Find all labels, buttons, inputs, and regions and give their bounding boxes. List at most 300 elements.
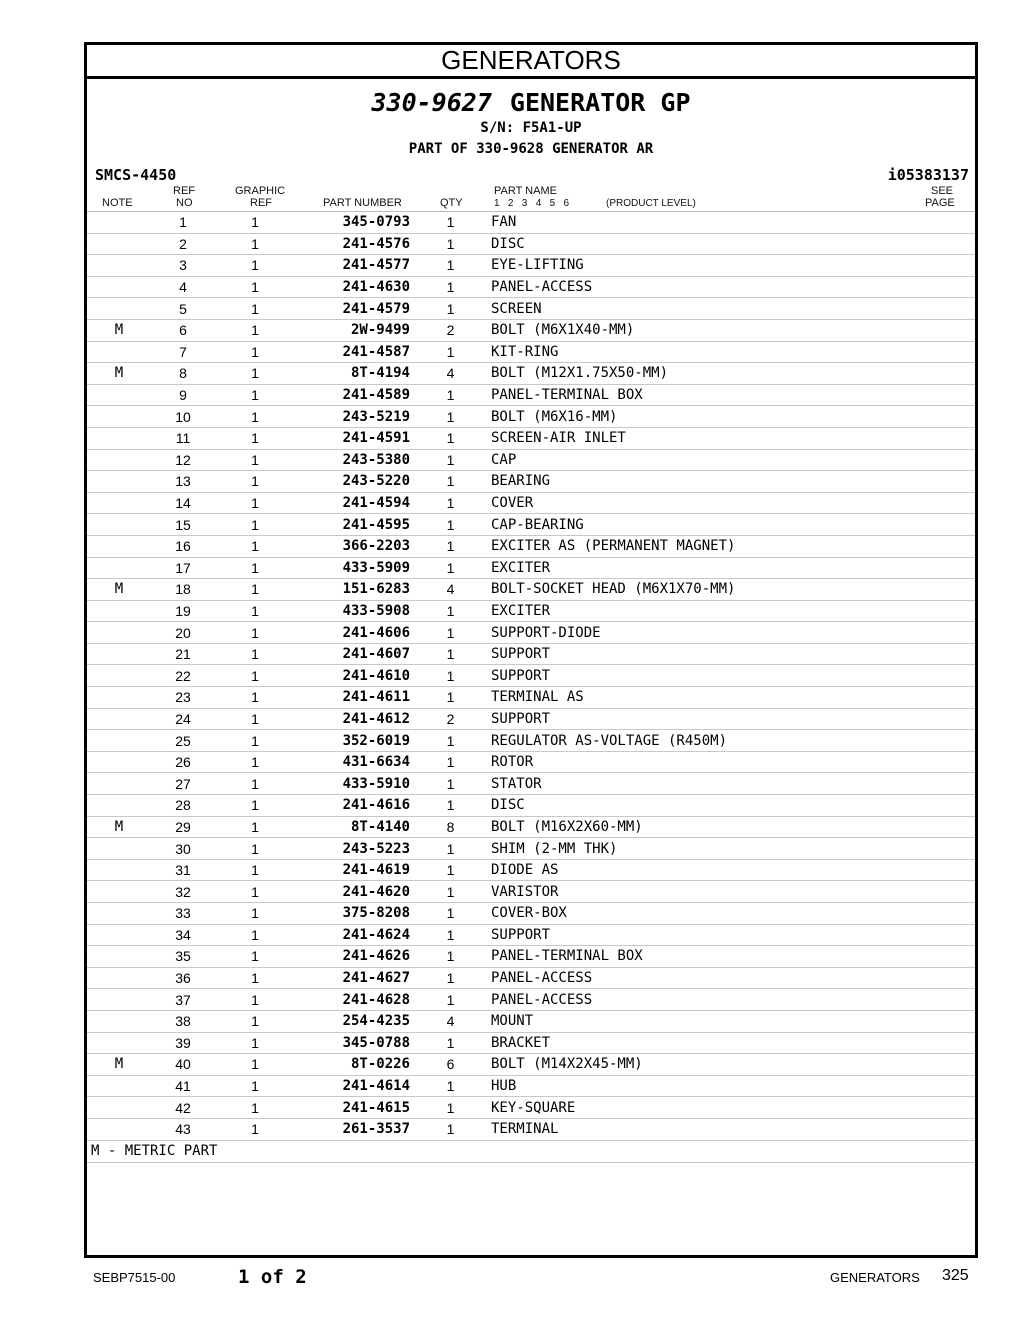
note-cell	[87, 967, 151, 989]
qty-cell: 1	[410, 1032, 491, 1054]
graphic-ref-cell: 1	[215, 212, 295, 233]
graphic-ref-cell: 1	[215, 233, 295, 255]
note-cell	[87, 643, 151, 665]
qty-cell: 1	[410, 730, 491, 752]
table-row	[87, 600, 975, 622]
table-row	[87, 1054, 975, 1076]
table-row	[87, 665, 975, 687]
ref-cell: 41	[151, 1075, 215, 1097]
ref-cell: 37	[151, 989, 215, 1011]
note-cell	[87, 665, 151, 687]
qty-cell: 1	[410, 687, 491, 709]
note-cell	[87, 514, 151, 536]
table-row	[87, 967, 975, 989]
qty-cell: 4	[410, 1010, 491, 1032]
ref-cell: 5	[151, 298, 215, 320]
part-number-cell: 352-6019	[295, 730, 410, 752]
graphic-ref-cell: 1	[215, 838, 295, 860]
part-number-cell: 241-4591	[295, 427, 410, 449]
qty-cell: 1	[410, 535, 491, 557]
graphic-ref-cell: 1	[215, 449, 295, 471]
qty-cell: 1	[410, 298, 491, 320]
qty-cell: 1	[410, 967, 491, 989]
note-cell	[87, 406, 151, 428]
ref-cell: 43	[151, 1118, 215, 1140]
part-name-cell: TERMINAL AS	[491, 687, 975, 709]
part-name-cell: TERMINAL	[491, 1118, 975, 1140]
part-of: PART OF 330-9628 GENERATOR AR	[408, 141, 654, 157]
metric-footnote: M - METRIC PART	[87, 1141, 975, 1163]
ref-cell: 8	[151, 363, 215, 385]
graphic-ref-cell: 1	[215, 1010, 295, 1032]
graphic-ref-cell: 1	[215, 341, 295, 363]
table-row	[87, 406, 975, 428]
note-cell	[87, 255, 151, 277]
note-cell	[87, 449, 151, 471]
graphic-ref-cell: 1	[215, 708, 295, 730]
ref-cell: 24	[151, 708, 215, 730]
ref-cell: 27	[151, 773, 215, 795]
note-cell: M	[87, 319, 151, 341]
note-cell	[87, 687, 151, 709]
note-cell: M	[87, 579, 151, 601]
note-cell	[87, 276, 151, 298]
note-cell	[87, 881, 151, 903]
note-cell	[87, 492, 151, 514]
part-number-cell: 241-4576	[295, 233, 410, 255]
note-cell	[87, 773, 151, 795]
page-of: 1 of 2	[238, 1266, 307, 1288]
graphic-ref-cell: 1	[215, 622, 295, 644]
part-name-cell: SCREEN-AIR INLET	[491, 427, 975, 449]
table-row	[87, 924, 975, 946]
graphic-ref-cell: 1	[215, 319, 295, 341]
part-number-cell: 345-0788	[295, 1032, 410, 1054]
smcs-code: SMCS-4450	[95, 166, 177, 184]
ref-cell: 22	[151, 665, 215, 687]
ref-cell: 36	[151, 967, 215, 989]
table-row	[87, 1097, 975, 1119]
part-name-cell: BOLT-SOCKET HEAD (M6X1X70-MM)	[491, 579, 975, 601]
group-title	[87, 89, 975, 117]
graphic-ref-cell: 1	[215, 492, 295, 514]
part-number-cell: 241-4620	[295, 881, 410, 903]
qty-cell: 1	[410, 492, 491, 514]
qty-cell: 1	[410, 1075, 491, 1097]
ref-cell: 31	[151, 859, 215, 881]
part-name-cell: REGULATOR AS-VOLTAGE (R450M)	[491, 730, 975, 752]
part-name-cell: CAP	[491, 449, 975, 471]
ref-cell: 15	[151, 514, 215, 536]
graphic-ref-cell: 1	[215, 255, 295, 277]
part-name-cell: SHIM (2-MM THK)	[491, 838, 975, 860]
part-number-cell: 151-6283	[295, 579, 410, 601]
graphic-ref-cell: 1	[215, 1075, 295, 1097]
ref-cell: 34	[151, 924, 215, 946]
doc-id: SEBP7515-00	[93, 1270, 176, 1285]
note-cell	[87, 212, 151, 233]
graphic-ref-cell: 1	[215, 600, 295, 622]
graphic-ref-cell: 1	[215, 643, 295, 665]
note-cell	[87, 903, 151, 925]
col-ref-top: REF	[173, 185, 195, 197]
part-name-cell: SUPPORT	[491, 643, 975, 665]
ref-cell: 38	[151, 1010, 215, 1032]
graphic-ref-cell: 1	[215, 924, 295, 946]
table-row	[87, 319, 975, 341]
part-number-cell: 241-4579	[295, 298, 410, 320]
ref-cell: 35	[151, 946, 215, 968]
part-number-cell: 375-8208	[295, 903, 410, 925]
part-name-cell: BOLT (M6X1X40-MM)	[491, 319, 975, 341]
part-name-cell: EXCITER AS (PERMANENT MAGNET)	[491, 535, 975, 557]
part-number-cell: 241-4627	[295, 967, 410, 989]
graphic-ref-cell: 1	[215, 1118, 295, 1140]
note-cell	[87, 1097, 151, 1119]
graphic-ref-cell: 1	[215, 946, 295, 968]
note-cell	[87, 795, 151, 817]
part-number-cell: 241-4606	[295, 622, 410, 644]
qty-cell: 2	[410, 319, 491, 341]
qty-cell: 1	[410, 1118, 491, 1140]
graphic-ref-cell: 1	[215, 298, 295, 320]
graphic-ref-cell: 1	[215, 903, 295, 925]
note-cell	[87, 989, 151, 1011]
part-number-cell: 243-5219	[295, 406, 410, 428]
footer-section: GENERATORS	[830, 1270, 920, 1285]
note-cell	[87, 1032, 151, 1054]
qty-cell: 1	[410, 903, 491, 925]
table-row	[87, 730, 975, 752]
part-name-cell: DISC	[491, 233, 975, 255]
part-name-cell: SUPPORT	[491, 924, 975, 946]
part-name-cell: KIT-RING	[491, 341, 975, 363]
note-cell	[87, 298, 151, 320]
note-cell	[87, 859, 151, 881]
part-name-cell: VARISTOR	[491, 881, 975, 903]
part-number-cell: 254-4235	[295, 1010, 410, 1032]
group-title-block	[87, 89, 975, 158]
part-name-cell: BOLT (M16X2X60-MM)	[491, 816, 975, 838]
col-part-number: PART NUMBER	[323, 197, 402, 209]
qty-cell: 1	[410, 557, 491, 579]
note-cell	[87, 708, 151, 730]
qty-cell: 2	[410, 708, 491, 730]
part-name-cell: FAN	[491, 212, 975, 233]
table-row	[87, 579, 975, 601]
note-cell	[87, 341, 151, 363]
ref-cell: 13	[151, 471, 215, 493]
col-product-level: (PRODUCT LEVEL)	[606, 198, 696, 209]
note-cell	[87, 622, 151, 644]
ref-cell: 21	[151, 643, 215, 665]
table-row	[87, 492, 975, 514]
ref-cell: 23	[151, 687, 215, 709]
table-row	[87, 471, 975, 493]
qty-cell: 4	[410, 579, 491, 601]
ref-cell: 12	[151, 449, 215, 471]
qty-cell: 1	[410, 946, 491, 968]
qty-cell: 1	[410, 341, 491, 363]
table-row	[87, 946, 975, 968]
id-row	[87, 166, 975, 186]
part-number-cell: 433-5910	[295, 773, 410, 795]
part-number-cell: 243-5380	[295, 449, 410, 471]
part-name-cell: ROTOR	[491, 751, 975, 773]
part-number-cell: 241-4607	[295, 643, 410, 665]
qty-cell: 1	[410, 276, 491, 298]
qty-cell: 1	[410, 622, 491, 644]
ref-cell: 3	[151, 255, 215, 277]
part-name-cell: BRACKET	[491, 1032, 975, 1054]
part-name-cell: SCREEN	[491, 298, 975, 320]
qty-cell: 1	[410, 924, 491, 946]
note-cell: M	[87, 363, 151, 385]
part-name-cell: EYE-LIFTING	[491, 255, 975, 277]
part-number-cell: 241-4587	[295, 341, 410, 363]
table-row	[87, 233, 975, 255]
part-number-cell: 8T-4194	[295, 363, 410, 385]
part-number-cell: 243-5223	[295, 838, 410, 860]
qty-cell: 1	[410, 449, 491, 471]
graphic-ref-cell: 1	[215, 816, 295, 838]
part-number-cell: 241-4589	[295, 384, 410, 406]
part-name-cell: PANEL-ACCESS	[491, 967, 975, 989]
part-number-cell: 241-4610	[295, 665, 410, 687]
ref-cell: 4	[151, 276, 215, 298]
ref-cell: 33	[151, 903, 215, 925]
part-name-cell: SUPPORT-DIODE	[491, 622, 975, 644]
table-row	[87, 514, 975, 536]
graphic-ref-cell: 1	[215, 1032, 295, 1054]
qty-cell: 1	[410, 859, 491, 881]
part-number-cell: 241-4630	[295, 276, 410, 298]
table-row	[87, 687, 975, 709]
note-cell	[87, 233, 151, 255]
table-row	[87, 989, 975, 1011]
col-graphic-top: GRAPHIC	[235, 185, 286, 197]
part-name-cell: EXCITER	[491, 600, 975, 622]
part-number-cell: 8T-4140	[295, 816, 410, 838]
part-name-cell: PANEL-TERMINAL BOX	[491, 946, 975, 968]
ref-cell: 14	[151, 492, 215, 514]
graphic-ref-cell: 1	[215, 773, 295, 795]
graphic-ref-cell: 1	[215, 687, 295, 709]
ref-cell: 20	[151, 622, 215, 644]
note-cell	[87, 557, 151, 579]
part-name-cell: SUPPORT	[491, 665, 975, 687]
part-number-cell: 241-4611	[295, 687, 410, 709]
part-name-cell: BOLT (M6X16-MM)	[491, 406, 975, 428]
part-name-cell: DISC	[491, 795, 975, 817]
part-name-cell: BOLT (M14X2X45-MM)	[491, 1054, 975, 1076]
table-row	[87, 795, 975, 817]
ref-cell: 1	[151, 212, 215, 233]
col-graphic-bottom: REF	[250, 197, 272, 209]
ref-cell: 39	[151, 1032, 215, 1054]
graphic-ref-cell: 1	[215, 363, 295, 385]
qty-cell: 1	[410, 427, 491, 449]
graphic-ref-cell: 1	[215, 471, 295, 493]
ref-cell: 42	[151, 1097, 215, 1119]
qty-cell: 1	[410, 643, 491, 665]
graphic-ref-cell: 1	[215, 406, 295, 428]
table-row	[87, 255, 975, 277]
graphic-ref-cell: 1	[215, 1097, 295, 1119]
group-number: 330-9627	[371, 88, 492, 117]
ref-cell: 16	[151, 535, 215, 557]
note-cell	[87, 751, 151, 773]
ref-cell: 2	[151, 233, 215, 255]
page-frame	[84, 42, 978, 1258]
qty-cell: 1	[410, 881, 491, 903]
qty-cell: 1	[410, 665, 491, 687]
col-ref-bottom: NO	[176, 197, 193, 209]
part-number-cell: 243-5220	[295, 471, 410, 493]
note-cell: M	[87, 816, 151, 838]
qty-cell: 1	[410, 751, 491, 773]
note-cell: M	[87, 1054, 151, 1076]
part-number-cell: 8T-0226	[295, 1054, 410, 1076]
part-number-cell: 241-4628	[295, 989, 410, 1011]
table-row	[87, 276, 975, 298]
col-note: NOTE	[102, 197, 133, 209]
part-number-cell: 241-4612	[295, 708, 410, 730]
table-row	[87, 622, 975, 644]
qty-cell: 8	[410, 816, 491, 838]
graphic-ref-cell: 1	[215, 989, 295, 1011]
ref-cell: 30	[151, 838, 215, 860]
col-see-bottom: PAGE	[925, 197, 955, 209]
part-name-cell: DIODE AS	[491, 859, 975, 881]
ref-cell: 7	[151, 341, 215, 363]
note-cell	[87, 600, 151, 622]
table-row	[87, 1075, 975, 1097]
table-row	[87, 881, 975, 903]
qty-cell: 1	[410, 600, 491, 622]
col-levels: 1 2 3 4 5 6	[494, 198, 570, 209]
col-part-name: PART NAME	[494, 185, 557, 197]
ref-cell: 40	[151, 1054, 215, 1076]
qty-cell: 1	[410, 838, 491, 860]
qty-cell: 1	[410, 255, 491, 277]
ref-cell: 6	[151, 319, 215, 341]
qty-cell: 1	[410, 795, 491, 817]
part-number-cell: 241-4615	[295, 1097, 410, 1119]
qty-cell: 1	[410, 773, 491, 795]
part-number-cell: 2W-9499	[295, 319, 410, 341]
part-name-cell: MOUNT	[491, 1010, 975, 1032]
qty-cell: 1	[410, 514, 491, 536]
graphic-ref-cell: 1	[215, 751, 295, 773]
part-name-cell: HUB	[491, 1075, 975, 1097]
part-name-cell: PANEL-ACCESS	[491, 276, 975, 298]
table-row	[87, 708, 975, 730]
graphic-ref-cell: 1	[215, 276, 295, 298]
note-cell	[87, 730, 151, 752]
ref-cell: 32	[151, 881, 215, 903]
table-row	[87, 212, 975, 233]
note-cell	[87, 838, 151, 860]
group-name: GENERATOR GP	[509, 88, 691, 117]
qty-cell: 1	[410, 406, 491, 428]
note-cell	[87, 946, 151, 968]
table-row	[87, 1118, 975, 1140]
part-number-cell: 241-4619	[295, 859, 410, 881]
part-name-cell: PANEL-TERMINAL BOX	[491, 384, 975, 406]
table-row	[87, 449, 975, 471]
part-number-cell: 261-3537	[295, 1118, 410, 1140]
part-name-cell: CAP-BEARING	[491, 514, 975, 536]
section-title: GENERATORS	[87, 45, 975, 79]
part-number-cell: 431-6634	[295, 751, 410, 773]
part-number-cell: 241-4626	[295, 946, 410, 968]
qty-cell: 4	[410, 363, 491, 385]
table-row	[87, 643, 975, 665]
part-name-cell: STATOR	[491, 773, 975, 795]
graphic-ref-cell: 1	[215, 514, 295, 536]
part-number-cell: 241-4624	[295, 924, 410, 946]
ref-cell: 18	[151, 579, 215, 601]
col-see-top: SEE	[931, 185, 954, 197]
part-number-cell: 366-2203	[295, 535, 410, 557]
ref-cell: 9	[151, 384, 215, 406]
graphic-ref-cell: 1	[215, 967, 295, 989]
ref-cell: 19	[151, 600, 215, 622]
graphic-ref-cell: 1	[215, 665, 295, 687]
note-cell	[87, 1118, 151, 1140]
parts-table	[87, 212, 975, 1141]
table-row	[87, 816, 975, 838]
qty-cell: 1	[410, 212, 491, 233]
graphic-ref-cell: 1	[215, 795, 295, 817]
qty-cell: 1	[410, 384, 491, 406]
graphic-ref-cell: 1	[215, 579, 295, 601]
note-cell	[87, 427, 151, 449]
column-header	[87, 186, 975, 212]
part-name-cell: PANEL-ACCESS	[491, 989, 975, 1011]
part-number-cell: 241-4595	[295, 514, 410, 536]
ref-cell: 11	[151, 427, 215, 449]
table-row	[87, 1010, 975, 1032]
qty-cell: 1	[410, 1097, 491, 1119]
note-cell	[87, 924, 151, 946]
table-row	[87, 751, 975, 773]
graphic-ref-cell: 1	[215, 557, 295, 579]
col-qty: QTY	[440, 197, 463, 209]
note-cell	[87, 1010, 151, 1032]
graphic-ref-cell: 1	[215, 535, 295, 557]
ref-cell: 29	[151, 816, 215, 838]
ref-cell: 10	[151, 406, 215, 428]
page-number: 325	[942, 1267, 969, 1284]
part-number-cell: 241-4614	[295, 1075, 410, 1097]
table-row	[87, 535, 975, 557]
part-number-cell: 241-4594	[295, 492, 410, 514]
table-row	[87, 903, 975, 925]
part-number-cell: 433-5908	[295, 600, 410, 622]
graphic-ref-cell: 1	[215, 1054, 295, 1076]
qty-cell: 1	[410, 471, 491, 493]
part-name-cell: COVER	[491, 492, 975, 514]
part-name-cell: BOLT (M12X1.75X50-MM)	[491, 363, 975, 385]
qty-cell: 6	[410, 1054, 491, 1076]
ref-cell: 17	[151, 557, 215, 579]
table-row	[87, 427, 975, 449]
illustration-id: i05383137	[887, 166, 969, 184]
note-cell	[87, 384, 151, 406]
table-row	[87, 384, 975, 406]
